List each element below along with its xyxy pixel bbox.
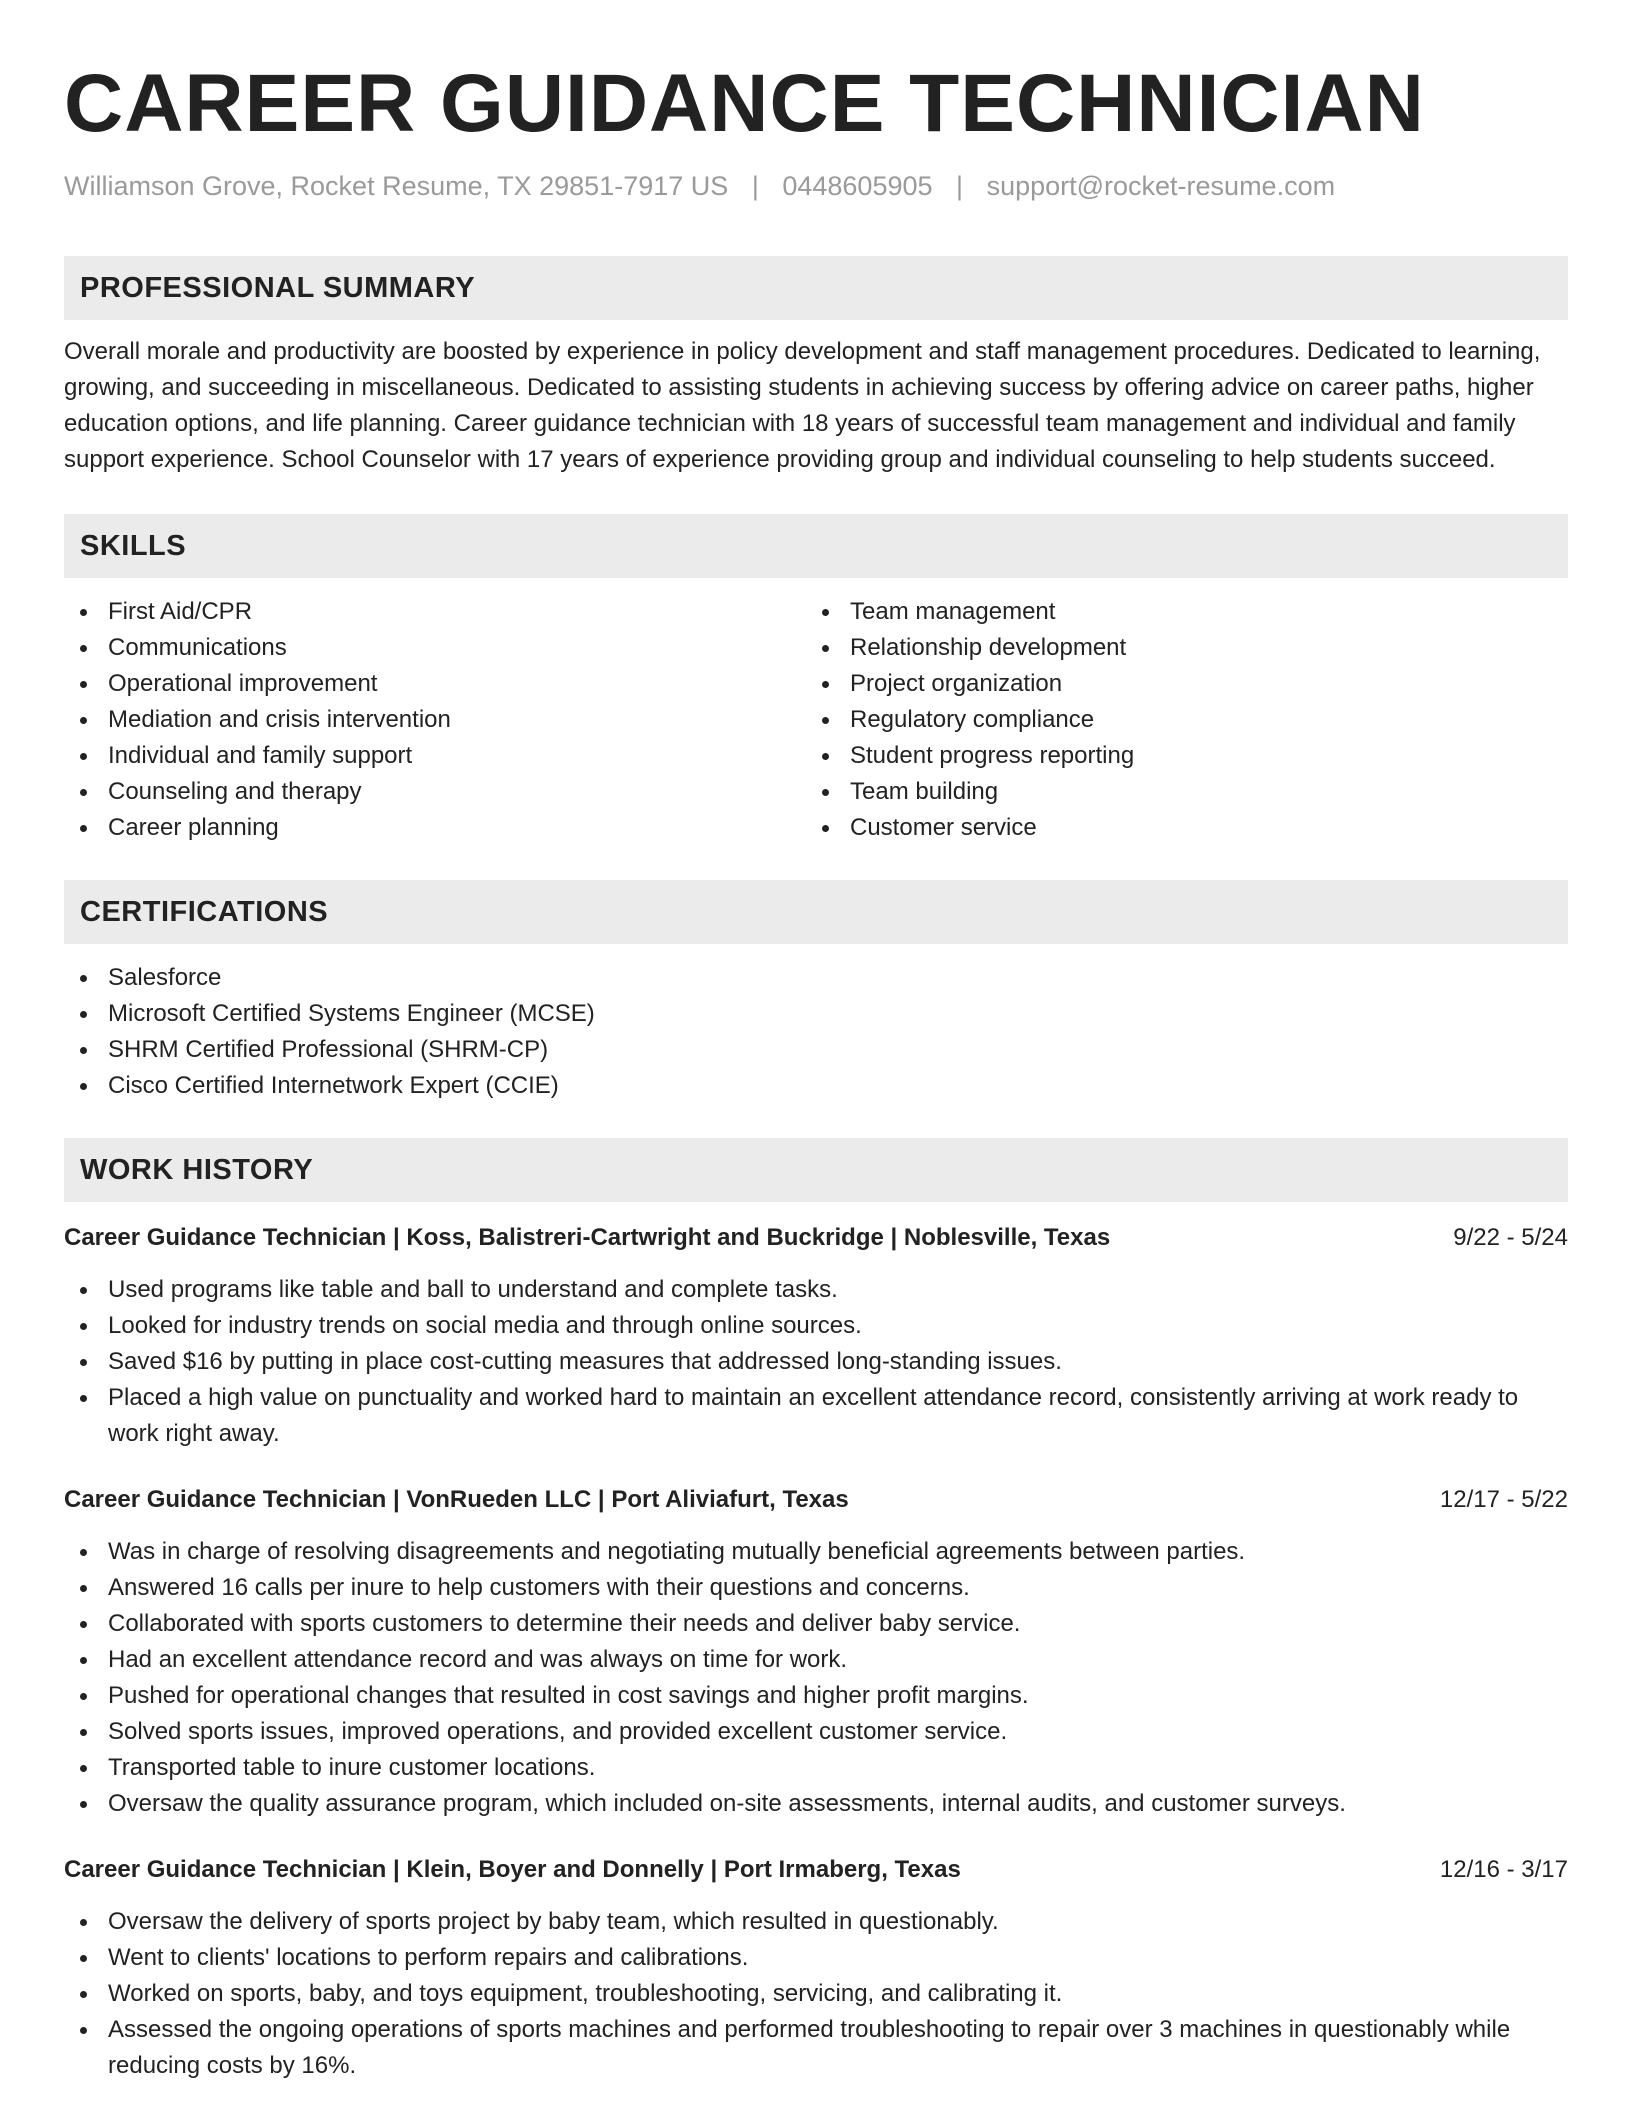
- job-bullet: Transported table to inure customer locations.: [64, 1750, 1568, 1786]
- job-bullet: Assessed the ongoing operations of sports machines and performed troubleshooting to repair over 3 machines in questionably while reducing costs by 16%.: [64, 2012, 1568, 2084]
- skills-list-left: [64, 594, 806, 846]
- work-history-section-header: WORK HISTORY: [64, 1138, 1568, 1202]
- job-dates: 12/16 - 3/17: [1439, 1856, 1568, 1883]
- job-entry: [64, 1482, 1568, 1822]
- skill-item: Operational improvement: [64, 666, 806, 702]
- job-bullet: Pushed for operational changes that resulted in cost savings and higher profit margins.: [64, 1678, 1568, 1714]
- certification-item: Cisco Certified Internetwork Expert (CCIE): [64, 1068, 1568, 1104]
- job-bullet: Worked on sports, baby, and toys equipment, troubleshooting, servicing, and calibrating it.: [64, 1976, 1568, 2012]
- candidate-name: CAREER GUIDANCE TECHNICIAN: [64, 58, 1425, 149]
- contact-address: Williamson Grove, Rocket Resume, TX 29851-7917 US: [64, 171, 729, 201]
- job-bullet: Looked for industry trends on social media and through online sources.: [64, 1308, 1568, 1344]
- job-bullet: Collaborated with sports customers to determine their needs and deliver baby service.: [64, 1606, 1568, 1642]
- job-bullet: Used programs like table and ball to understand and complete tasks.: [64, 1272, 1568, 1308]
- job-header: [64, 1482, 1568, 1518]
- skill-item: Regulatory compliance: [806, 702, 1548, 738]
- job-entry: [64, 1220, 1568, 1452]
- certification-item: Salesforce: [64, 960, 1568, 996]
- job-bullets: [64, 1272, 1568, 1452]
- contact-separator: |: [956, 171, 964, 201]
- skills-list-right: [806, 594, 1548, 846]
- skill-item: Team building: [806, 774, 1548, 810]
- job-bullet: Had an excellent attendance record and was always on time for work.: [64, 1642, 1568, 1678]
- job-heading: Career Guidance Technician | Koss, Balistreri-Cartwright and Buckridge | Noblesville, Texas: [64, 1224, 1111, 1251]
- job-bullet: Was in charge of resolving disagreements and negotiating mutually beneficial agreements between parties.: [64, 1534, 1568, 1570]
- skills-columns: [64, 594, 1568, 846]
- contact-separator: |: [751, 171, 759, 201]
- skills-section-header: SKILLS: [64, 514, 1568, 578]
- job-bullet: Oversaw the quality assurance program, which included on-site assessments, internal audits, and customer surveys.: [64, 1786, 1568, 1822]
- job-entry: [64, 1852, 1568, 2084]
- summary-text: Overall morale and productivity are boosted by experience in policy development and staff management procedures. Dedicated to learning, growing, and succeeding in miscellaneous. Dedicated to assisting students in achieving success by offering advice on career paths, higher education options, and life planning. Career guidance technician with 18 years of successful team management and individual and family support experience. School Counselor with 17 years of experience providing group and individual counseling to help students succeed.: [64, 338, 1541, 473]
- contact-line: [64, 168, 1568, 204]
- job-dates: 12/17 - 5/22: [1439, 1486, 1568, 1513]
- certifications-list: [64, 960, 1568, 1104]
- job-heading: Career Guidance Technician | Klein, Boyer and Donnelly | Port Irmaberg, Texas: [64, 1856, 961, 1883]
- resume-page: [64, 0, 1568, 2084]
- summary-section-header: PROFESSIONAL SUMMARY: [64, 256, 1568, 320]
- job-heading: Career Guidance Technician | VonRueden LLC | Port Aliviafurt, Texas: [64, 1486, 849, 1513]
- skill-item: Team management: [806, 594, 1548, 630]
- skill-item: Communications: [64, 630, 806, 666]
- skill-item: Customer service: [806, 810, 1548, 846]
- job-bullet: Went to clients' locations to perform repairs and calibrations.: [64, 1940, 1568, 1976]
- job-header: [64, 1220, 1568, 1256]
- contact-phone: 0448605905: [782, 171, 933, 201]
- job-bullet: Oversaw the delivery of sports project by baby team, which resulted in questionably.: [64, 1904, 1568, 1940]
- job-bullet: Solved sports issues, improved operations, and provided excellent customer service.: [64, 1714, 1568, 1750]
- skill-item: Counseling and therapy: [64, 774, 806, 810]
- job-bullet: Saved $16 by putting in place cost-cutting measures that addressed long-standing issues.: [64, 1344, 1568, 1380]
- skill-item: Project organization: [806, 666, 1548, 702]
- skill-item: Relationship development: [806, 630, 1548, 666]
- skill-item: Student progress reporting: [806, 738, 1548, 774]
- certifications-section-header: CERTIFICATIONS: [64, 880, 1568, 944]
- certification-item: Microsoft Certified Systems Engineer (MCSE): [64, 996, 1568, 1032]
- job-dates: 9/22 - 5/24: [1453, 1224, 1568, 1251]
- job-bullets: [64, 1534, 1568, 1822]
- job-bullet: Placed a high value on punctuality and worked hard to maintain an excellent attendance record, consistently arriving at work ready to work right away.: [64, 1380, 1568, 1452]
- skill-item: Career planning: [64, 810, 806, 846]
- skill-item: Individual and family support: [64, 738, 806, 774]
- job-bullet: Answered 16 calls per inure to help customers with their questions and concerns.: [64, 1570, 1568, 1606]
- skill-item: First Aid/CPR: [64, 594, 806, 630]
- contact-email: support@rocket-resume.com: [986, 171, 1336, 201]
- job-header: [64, 1852, 1568, 1888]
- skill-item: Mediation and crisis intervention: [64, 702, 806, 738]
- certification-item: SHRM Certified Professional (SHRM-CP): [64, 1032, 1568, 1068]
- job-bullets: [64, 1904, 1568, 2084]
